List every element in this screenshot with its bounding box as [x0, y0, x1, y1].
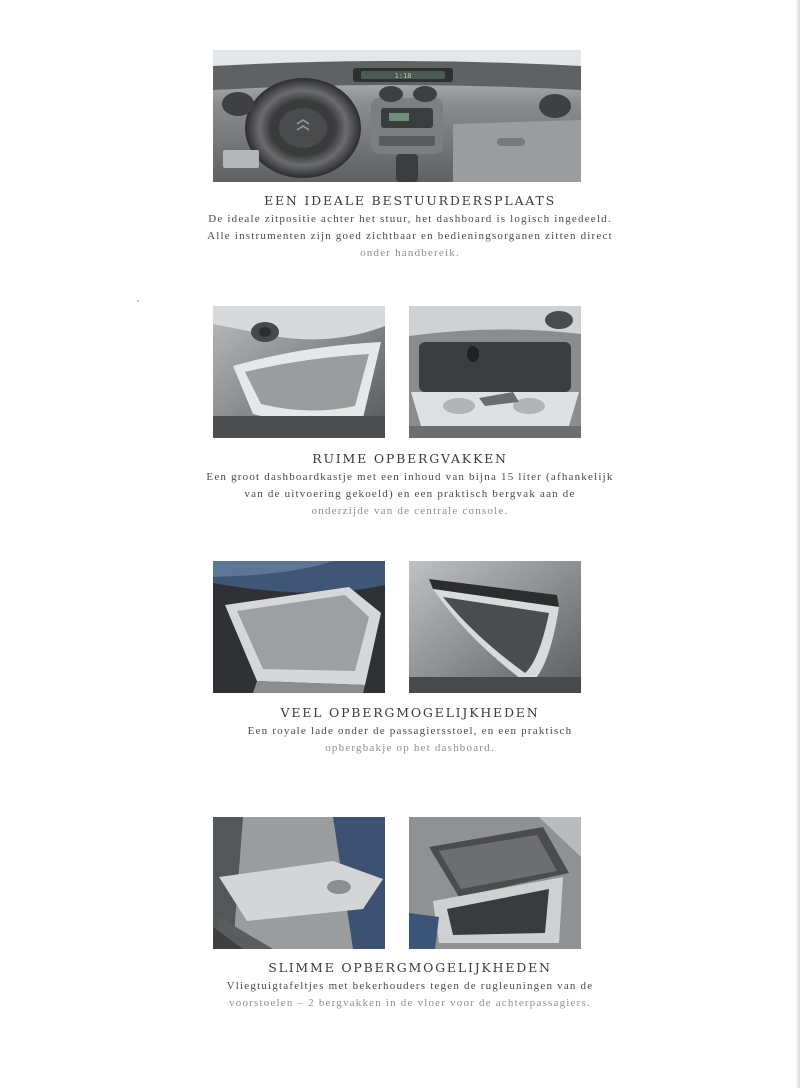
console-bin-photo [213, 306, 385, 438]
dash-display-readout: 1:18 [394, 72, 412, 80]
section-heading: VEEL OPBERGMOGELIJKHEDEN [280, 705, 540, 720]
page-edge [796, 0, 800, 1088]
section-text-line: De ideale zitpositie achter het stuur, het dashboard is logisch ingedeeld. [208, 213, 612, 225]
section-text-line: Een royale lade onder de passagiersstoel, en een praktisch [247, 725, 573, 737]
floor-compartment-photo [409, 817, 581, 949]
seatback-table-photo [213, 817, 385, 949]
section-more-storage [140, 705, 680, 757]
glovebox-photo [409, 306, 581, 438]
section-heading: RUIME OPBERGVAKKEN [312, 451, 508, 466]
section-heading: EEN IDEALE BESTUURDERSPLAATS [264, 193, 556, 208]
section-storage-compartments [140, 451, 680, 520]
section-smart-storage [140, 960, 680, 1012]
section-text-line: Een groot dashboardkastje met een inhoud van bijna 15 liter (afhankelijk [206, 471, 614, 483]
dashboard-tray-photo [409, 561, 581, 693]
seat-drawer-photo [213, 561, 385, 693]
section-text-line: Vliegtuigtafeltjes met bekerhouders tegen de rugleuningen van de [226, 980, 594, 992]
section-text-line: onderzijde van de centrale console. [311, 505, 509, 517]
dashboard-photo [213, 50, 581, 182]
speck [137, 300, 139, 302]
section-heading: SLIMME OPBERGMOGELIJKHEDEN [268, 960, 552, 975]
section-text-line: van de uitvoering gekoeld) en een praktisch bergvak aan de [244, 488, 576, 500]
section-text-line: onder handbereik. [360, 247, 460, 259]
section-text-line: Alle instrumenten zijn goed zichtbaar en bedieningsorganen zitten direct [207, 230, 613, 242]
section-text-line: voorstoelen – 2 bergvakken in de vloer voor de achterpassagiers. [229, 997, 591, 1009]
section-text-line: opbergbakje op het dashboard. [325, 742, 495, 754]
section-driver-seat [140, 193, 680, 262]
